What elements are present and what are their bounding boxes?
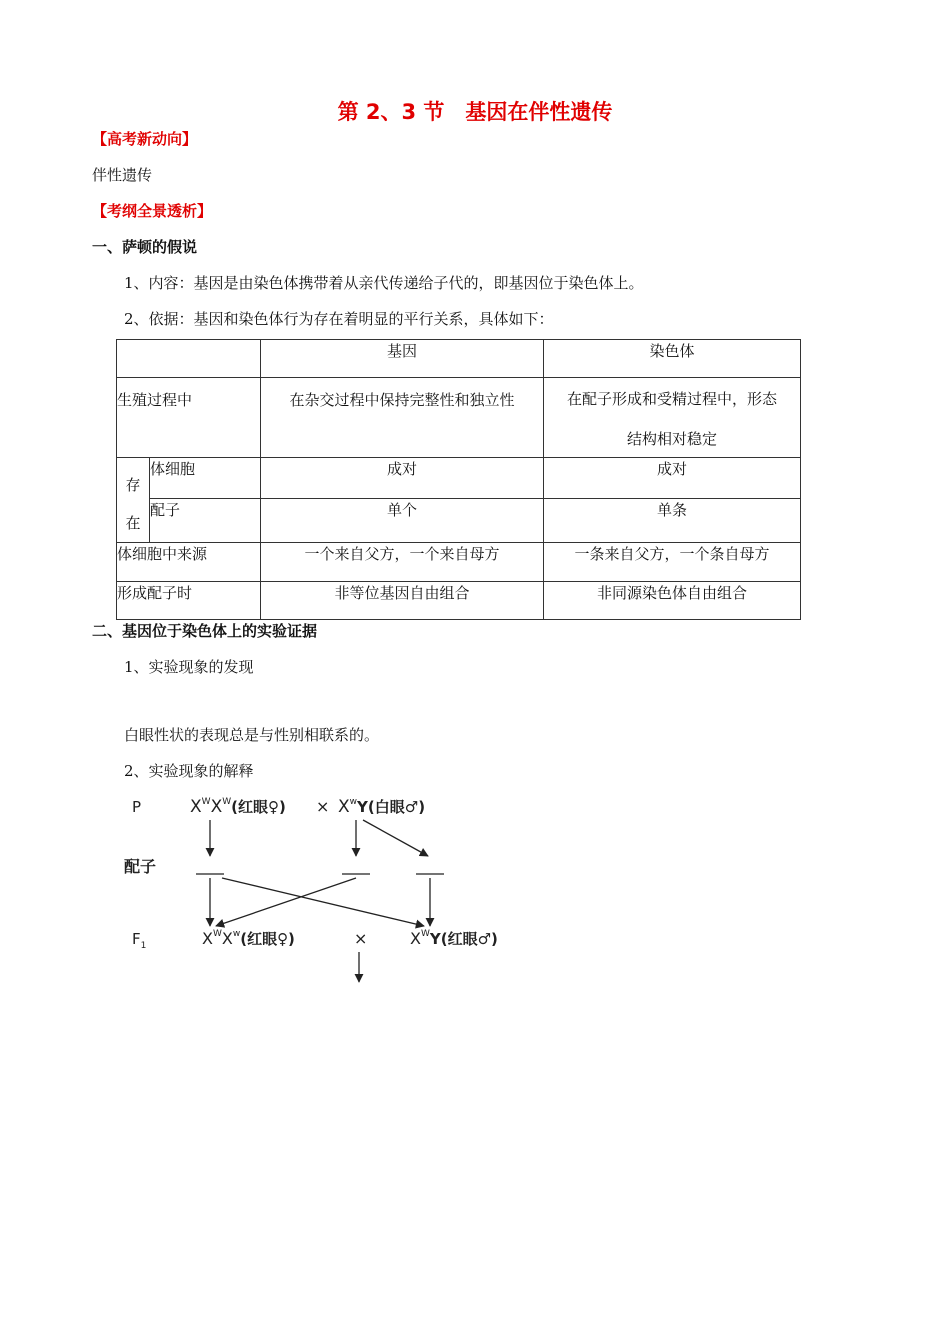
- p-female-genotype: $X^WX^W$(红眼♀): [190, 797, 286, 817]
- cell-reproduction-chromosome: [544, 378, 801, 458]
- arrow-male-gamete-y: [363, 820, 428, 856]
- row-label-source: 体细胞中来源: [117, 543, 261, 582]
- cell-gamete-chromosome: 单条: [544, 499, 801, 543]
- comparison-table: [116, 339, 801, 620]
- row-label-formation: 形成配子时: [117, 582, 261, 620]
- cell-formation-chromosome: 非同源染色体自由组合: [544, 582, 801, 620]
- table-row: [117, 340, 801, 378]
- cell-somatic-gene: 成对: [261, 458, 544, 499]
- outline-heading: 【考纲全景透析】: [92, 202, 213, 220]
- cell-gamete-gene: 单个: [261, 499, 544, 543]
- f1-cross-symbol: ×: [354, 929, 368, 948]
- header-gene: 基因: [261, 340, 544, 378]
- existence-char2: 在: [125, 514, 141, 532]
- row-label-gamete: 配子: [150, 499, 261, 543]
- cell-reproduction-gene: 在杂交过程中保持完整性和独立性: [261, 378, 544, 458]
- table-row: [117, 378, 801, 458]
- cell-source-chromosome: 一条来自父方，一个条自母方: [544, 543, 801, 582]
- table-row: [117, 543, 801, 582]
- part2-item1: 1、实验现象的发现: [124, 658, 254, 676]
- p-male-genotype: $X^wY$(白眼♂): [338, 797, 426, 817]
- existence-char1: 存: [125, 476, 141, 494]
- p-cross-symbol: ×: [316, 797, 330, 816]
- chromosome-line1: 在配子形成和受精过程中，形态: [566, 390, 777, 408]
- part1-heading: 一、萨顿的假说: [92, 238, 198, 256]
- trend-heading: 【高考新动向】: [92, 130, 198, 148]
- table-row: [117, 582, 801, 620]
- row-label-somatic: 体细胞: [150, 458, 261, 499]
- p-label: P: [132, 798, 142, 816]
- cell-formation-gene: 非等位基因自由组合: [261, 582, 544, 620]
- table-row: [117, 499, 801, 543]
- page-title: 第 2、3 节 基因在伴性遗传: [337, 100, 613, 124]
- genetic-cross-diagram: [118, 786, 510, 986]
- cell-somatic-chromosome: 成对: [544, 458, 801, 499]
- part2-observation: 白眼性状的表现总是与性别相联系的。: [124, 726, 380, 744]
- row-label-reproduction: 生殖过程中: [117, 378, 261, 458]
- f1-label: $F_1$: [132, 930, 147, 951]
- trend-text: 伴性遗传: [92, 166, 153, 184]
- arrow-gamete1-f1-male: [222, 878, 424, 926]
- arrow-gamete2-f1-female: [216, 878, 356, 926]
- table-row: [117, 458, 801, 499]
- table-corner-cell: [117, 340, 261, 378]
- f1-male-genotype: $X^WY$(红眼♂): [410, 929, 498, 948]
- f1-female-genotype: $X^WX^w$(红眼♀): [202, 929, 295, 948]
- header-chromosome: 染色体: [544, 340, 801, 378]
- part2-heading: 二、基因位于染色体上的实验证据: [92, 622, 318, 640]
- part1-item1: 1、内容：基因是由染色体携带着从亲代传递给子代的，即基因位于染色体上。: [124, 274, 644, 292]
- cell-source-gene: 一个来自父方，一个来自母方: [261, 543, 544, 582]
- gamete-label: 配子: [124, 857, 157, 876]
- part2-item2: 2、实验现象的解释: [124, 762, 254, 780]
- part1-item2: 2、依据：基因和染色体行为存在着明显的平行关系，具体如下：: [124, 310, 554, 328]
- chromosome-line2: 结构相对稳定: [626, 430, 717, 448]
- cross-diagram-svg: [118, 786, 510, 986]
- existence-label: [117, 458, 150, 543]
